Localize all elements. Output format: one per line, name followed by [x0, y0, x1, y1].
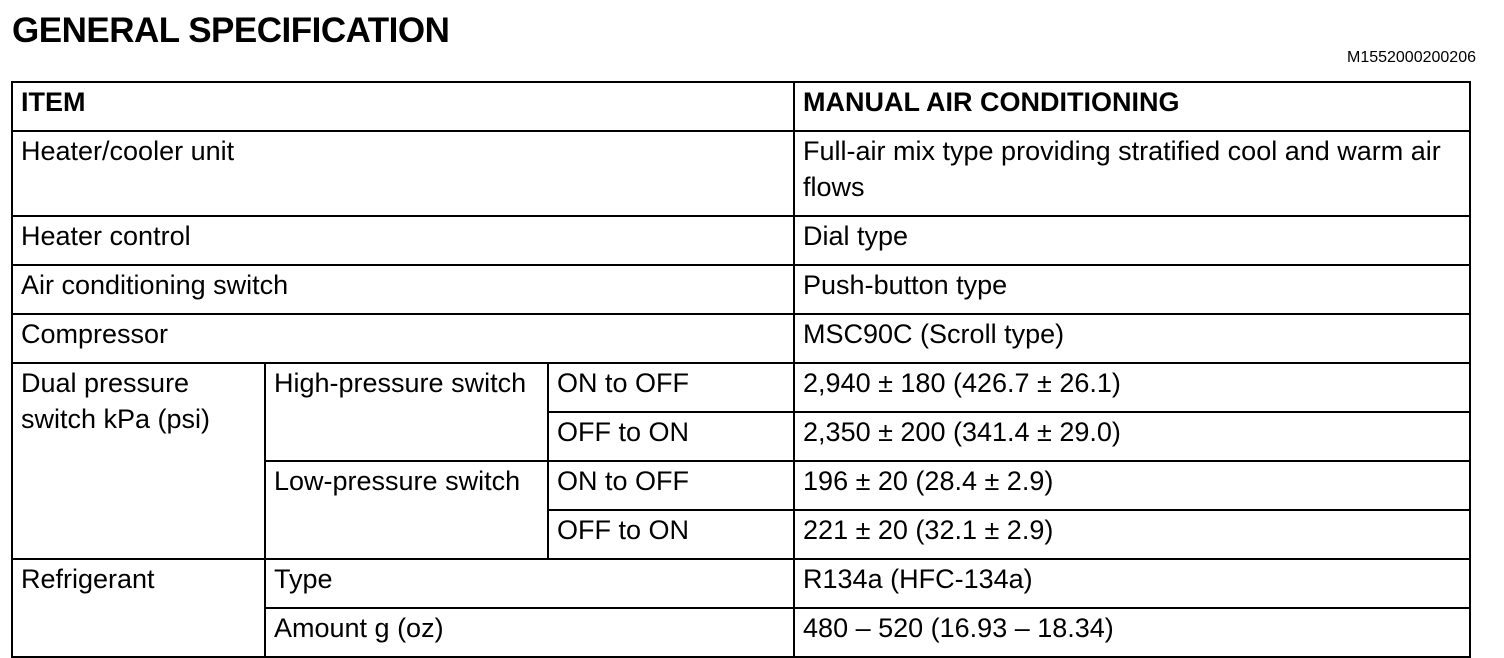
compressor-value: MSC90C (Scroll type): [794, 314, 1470, 363]
page-title: GENERAL SPECIFICATION: [12, 11, 450, 50]
low-off-to-on-label: OFF to ON: [548, 510, 794, 559]
refrigerant-amount-label: Amount g (oz): [265, 608, 794, 657]
heater-cooler-value: Full-air mix type providing stratified cool and warm air flows: [794, 131, 1470, 216]
ac-switch-value: Push-button type: [794, 265, 1470, 314]
high-on-to-off-value: 2,940 ± 180 (426.7 ± 26.1): [794, 363, 1470, 412]
high-pressure-label: High-pressure switch: [265, 363, 548, 461]
table-row: [12, 559, 1470, 608]
spec-table: [11, 81, 1471, 658]
table-row: [12, 363, 1470, 412]
high-off-to-on-value: 2,350 ± 200 (341.4 ± 29.0): [794, 412, 1470, 461]
heater-control-item: Heater control: [12, 216, 794, 265]
high-off-to-on-label: OFF to ON: [548, 412, 794, 461]
refrigerant-item: Refrigerant: [12, 559, 265, 657]
heater-control-value: Dial type: [794, 216, 1470, 265]
refrigerant-amount-value: 480 – 520 (16.93 – 18.34): [794, 608, 1470, 657]
refrigerant-type-value: R134a (HFC-134a): [794, 559, 1470, 608]
low-off-to-on-value: 221 ± 20 (32.1 ± 2.9): [794, 510, 1470, 559]
low-pressure-label: Low-pressure switch: [265, 461, 548, 559]
low-on-to-off-value: 196 ± 20 (28.4 ± 2.9): [794, 461, 1470, 510]
table-header-row: [12, 82, 1470, 131]
low-on-to-off-label: ON to OFF: [548, 461, 794, 510]
table-row: [12, 216, 1470, 265]
heater-cooler-item: Heater/cooler unit: [12, 131, 794, 216]
compressor-item: Compressor: [12, 314, 794, 363]
header-item-cell: ITEM: [12, 82, 794, 131]
table-row: [12, 314, 1470, 363]
ac-switch-item: Air conditioning switch: [12, 265, 794, 314]
refrigerant-type-label: Type: [265, 559, 794, 608]
table-row: [12, 265, 1470, 314]
high-on-to-off-label: ON to OFF: [548, 363, 794, 412]
header-value-cell: MANUAL AIR CONDITIONING: [794, 82, 1470, 131]
dual-pressure-item: Dual pressure switch kPa (psi): [12, 363, 265, 559]
document-code: M1552000200206: [1346, 49, 1476, 66]
table-row: [12, 131, 1470, 216]
